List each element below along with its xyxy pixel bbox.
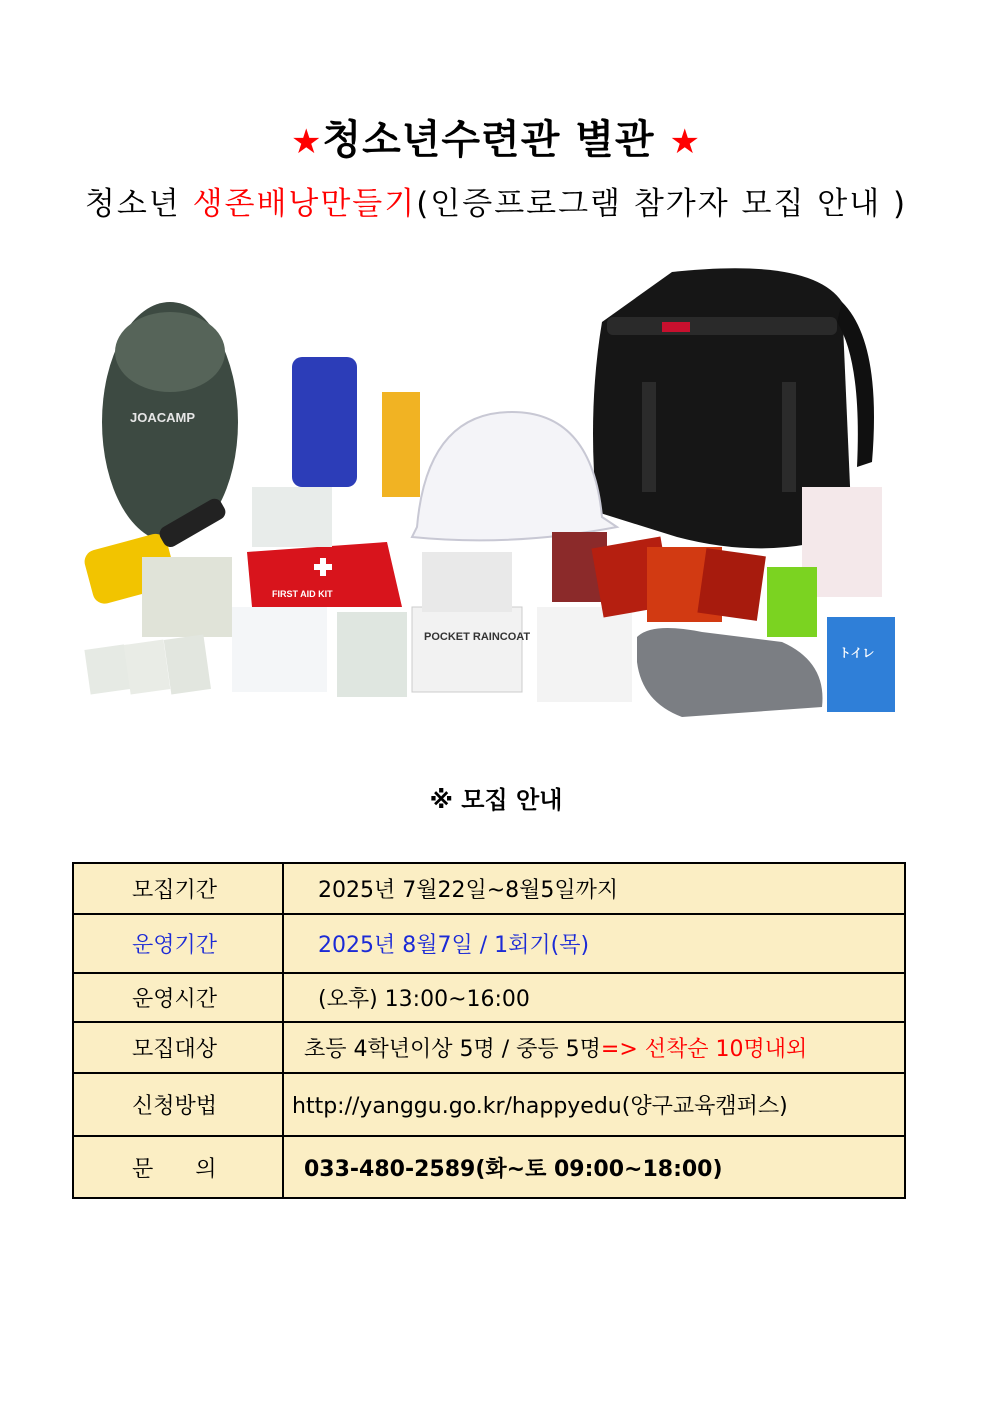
table-row bbox=[73, 914, 905, 973]
title-text: 청소년수련관 별관 bbox=[322, 117, 655, 163]
subtitle-prefix: 청소년 bbox=[84, 186, 193, 222]
star-icon: ★ bbox=[291, 122, 323, 162]
blanket-pack-illustration bbox=[337, 612, 407, 697]
table-row bbox=[73, 1073, 905, 1136]
value-operation-time: (오후) 13:00~16:00 bbox=[283, 973, 905, 1022]
subtitle-highlight: 생존배낭만들기 bbox=[192, 186, 417, 222]
lighter-illustration bbox=[767, 567, 817, 637]
survival-kit-photo bbox=[82, 262, 912, 732]
value-recruit-period: 2025년 7월22일~8월5일까지 bbox=[283, 863, 905, 914]
label-inquiry: 문 의 bbox=[73, 1136, 283, 1198]
medicine-pack-illustration bbox=[252, 487, 332, 547]
value-apply-method: http://yanggu.go.kr/happyedu(양구교육캠퍼스) bbox=[283, 1073, 905, 1136]
heat-pack-illustration bbox=[591, 536, 765, 622]
radio-pack-illustration bbox=[537, 607, 632, 702]
page-title bbox=[0, 108, 992, 165]
toilet-pack-illustration bbox=[827, 617, 895, 712]
label-target: 모집대상 bbox=[73, 1022, 283, 1073]
water-pouch-illustration bbox=[292, 357, 357, 487]
first-aid-kit-illustration bbox=[247, 542, 402, 607]
wet-tissue-illustration bbox=[142, 557, 232, 637]
value-target-cell bbox=[283, 1022, 905, 1073]
matches-pack-illustration bbox=[84, 634, 211, 694]
table-row bbox=[73, 1022, 905, 1073]
value-inquiry: 033-480-2589(화~토 09:00~18:00) bbox=[283, 1136, 905, 1198]
table-row bbox=[73, 973, 905, 1022]
label-operation-period: 운영기간 bbox=[73, 914, 283, 973]
dust-mask-illustration bbox=[422, 552, 512, 612]
gloves-illustration bbox=[637, 628, 823, 717]
star-icon: ★ bbox=[669, 122, 701, 162]
toilet-label: トイレ bbox=[839, 646, 875, 660]
table-row bbox=[73, 863, 905, 914]
raincoat-pack-illustration bbox=[412, 607, 530, 692]
first-aid-label: FIRST AID KIT bbox=[272, 589, 333, 599]
value-target-highlight: => 선착순 10명내외 bbox=[600, 1037, 808, 1062]
brand-label: JOACAMP bbox=[130, 410, 196, 425]
label-operation-time: 운영시간 bbox=[73, 973, 283, 1022]
recruit-notice-heading: ※ 모집 안내 bbox=[429, 786, 563, 814]
label-recruit-period: 모집기간 bbox=[73, 863, 283, 914]
label-apply-method: 신청방법 bbox=[73, 1073, 283, 1136]
table-row bbox=[73, 1136, 905, 1198]
food-box-illustration bbox=[382, 392, 420, 497]
recruit-info-table bbox=[72, 862, 906, 1199]
page-subtitle bbox=[0, 178, 992, 223]
mask-pack-illustration bbox=[232, 607, 327, 692]
subtitle-suffix: (인증프로그램 참가자 모집 안내 ) bbox=[416, 186, 908, 222]
value-target: 초등 4학년이상 5명 / 중등 5명 bbox=[304, 1037, 601, 1062]
helmet-illustration bbox=[412, 412, 617, 540]
value-operation-period: 2025년 8월7일 / 1회기(목) bbox=[283, 914, 905, 973]
raincoat-label: POCKET RAINCOAT bbox=[424, 631, 531, 643]
